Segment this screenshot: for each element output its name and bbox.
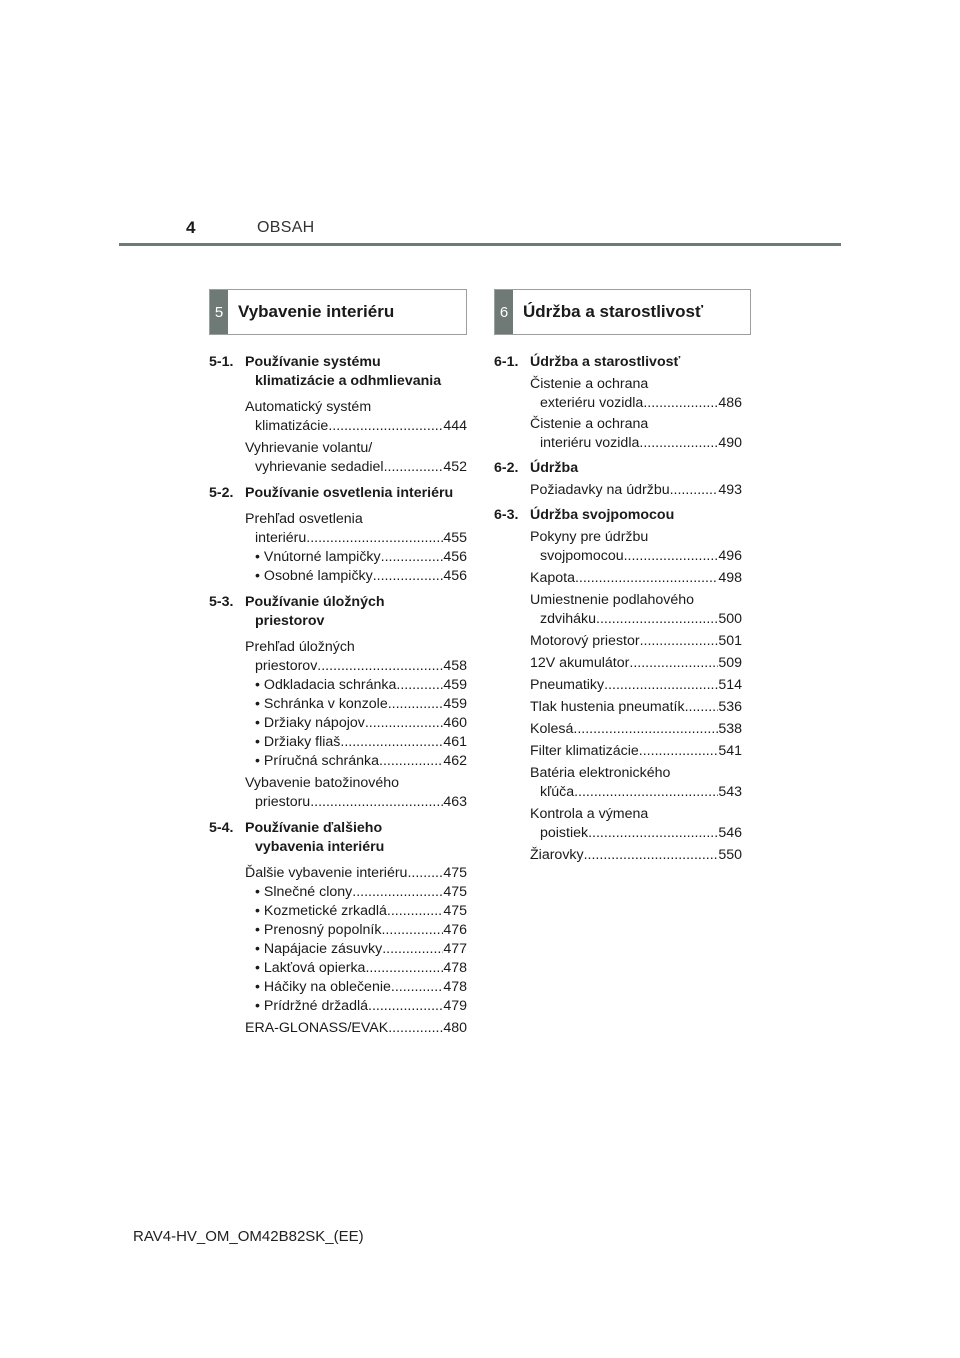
toc-subsection-6-3[interactable] <box>494 506 742 525</box>
bullet-title: • Schránka v konzole <box>255 696 388 712</box>
subsection-title: Údržba a starostlivosť <box>530 354 681 370</box>
bullet-title: • Vnútorné lampičky <box>255 549 381 565</box>
entry-title: Filter klimatizácie <box>530 743 639 759</box>
section-label-6: Údržba a starostlivosť <box>523 302 704 321</box>
subsection-number: 6-2. <box>494 460 519 476</box>
toc-entry[interactable] <box>245 398 467 436</box>
subsection-title: Používanie systému <box>245 354 381 370</box>
bullet-title: • Držiaky fliaš <box>255 734 341 750</box>
entry-title: ERA-GLONASS/EVAK <box>245 1020 389 1036</box>
toc-subsection-6-1[interactable] <box>494 353 742 372</box>
toc-subsection-5-1[interactable] <box>209 353 467 391</box>
subsection-number: 6-3. <box>494 507 519 523</box>
entry-page: 538 <box>718 721 742 737</box>
entry-title: Prehľad úložných <box>245 639 355 655</box>
toc-subsection-5-4[interactable] <box>209 819 467 857</box>
entry-page: 509 <box>718 655 742 671</box>
entry-title: Vybavenie batožinového <box>245 775 400 791</box>
section-tab-6: 6 <box>495 290 513 334</box>
entry-page: 546 <box>718 825 742 841</box>
section-label-5: Vybavenie interiéru <box>238 302 395 321</box>
entry-page: 541 <box>718 743 742 759</box>
toc-bullet[interactable] <box>245 714 467 733</box>
bullet-page: 459 <box>443 677 467 693</box>
entry-title-cont: interiéru vozidla <box>540 435 640 451</box>
entry-page: 463 <box>443 794 467 810</box>
subsection-title-cont: vybavenia interiéru <box>255 839 385 855</box>
entry-title: Motorový priestor <box>530 633 640 649</box>
entry-title-cont: priestoru <box>255 794 311 810</box>
subsection-number: 5-3. <box>209 594 234 610</box>
toc-bullet[interactable] <box>245 733 467 752</box>
header-rule <box>119 243 841 246</box>
entry-title-cont: zdviháku <box>540 611 596 627</box>
entry-page: 501 <box>718 633 742 649</box>
entry-page: 543 <box>718 784 742 800</box>
bullet-page: 459 <box>443 696 467 712</box>
bullet-title: • Odkladacia schránka <box>255 677 397 693</box>
entry-title: 12V akumulátor <box>530 655 630 671</box>
entry-page: 444 <box>443 418 467 434</box>
entry-page: 498 <box>718 570 742 586</box>
bullet-title: • Držiaky nápojov <box>255 715 365 731</box>
subsection-number: 5-2. <box>209 485 234 501</box>
bullet-page: 477 <box>443 941 467 957</box>
entry-title-cont: interiéru <box>255 530 307 546</box>
bullet-title: • Lakťová opierka <box>255 960 366 976</box>
toc-entry[interactable] <box>245 864 467 883</box>
bullet-title: • Kozmetické zrkadlá <box>255 903 387 919</box>
bullet-page: 478 <box>443 960 467 976</box>
bullet-page: 479 <box>443 998 467 1014</box>
toc-bullet[interactable] <box>245 959 467 978</box>
entry-title: Požiadavky na údržbu <box>530 482 670 498</box>
entry-title-cont: exteriéru vozidla <box>540 395 644 411</box>
entry-title: Umiestnenie podlahového <box>530 592 695 608</box>
entry-page: 493 <box>718 482 742 498</box>
toc-entry[interactable] <box>245 1019 467 1038</box>
toc-entry[interactable] <box>530 846 742 865</box>
entry-title: Žiarovky <box>530 847 584 863</box>
entry-title-cont: kľúča <box>540 784 575 800</box>
entry-title-cont: priestorov <box>255 658 318 674</box>
entry-title: Kolesá <box>530 721 574 737</box>
toc-bullet[interactable] <box>245 752 467 771</box>
section-tab-5: 5 <box>210 290 228 334</box>
toc-entry[interactable] <box>530 375 742 413</box>
page-number: 4 <box>186 218 196 237</box>
subsection-number: 6-1. <box>494 354 519 370</box>
entry-title-cont: svojpomocou <box>540 548 624 564</box>
section-header-5[interactable] <box>209 289 467 335</box>
bullet-page: 476 <box>443 922 467 938</box>
toc-bullet[interactable] <box>245 695 467 714</box>
toc-entry[interactable] <box>245 638 467 676</box>
entry-page: 550 <box>718 847 742 863</box>
page-title: OBSAH <box>257 219 315 236</box>
toc-subsection-5-2[interactable] <box>209 484 467 503</box>
entry-title: Prehľad osvetlenia <box>245 511 363 527</box>
toc-entry[interactable] <box>530 676 742 695</box>
subsection-number: 5-1. <box>209 354 234 370</box>
entry-title: Čistenie a ochrana <box>530 376 649 392</box>
entry-title: Vyhrievanie volantu/ <box>245 440 373 456</box>
toc-entry[interactable] <box>530 805 742 843</box>
entry-page: 486 <box>718 395 742 411</box>
bullet-title: • Prenosný popolník <box>255 922 382 938</box>
entry-page: 500 <box>718 611 742 627</box>
entry-title: Batéria elektronického <box>530 765 671 781</box>
entry-title: Kapota <box>530 570 575 586</box>
subsection-title: Údržba svojpomocou <box>530 507 675 523</box>
toc-subsection-6-2[interactable] <box>494 459 742 478</box>
section-header-6[interactable] <box>494 289 751 335</box>
toc-column-left <box>209 347 467 1038</box>
entry-page: 480 <box>443 1020 467 1036</box>
entry-page: 455 <box>443 530 467 546</box>
entry-title: Pneumatiky <box>530 677 605 693</box>
toc-entry[interactable] <box>530 764 742 802</box>
toc-bullet[interactable] <box>245 940 467 959</box>
toc-entry[interactable] <box>530 481 742 500</box>
bullet-title: • Osobné lampičky <box>255 568 373 584</box>
entry-page: 490 <box>718 435 742 451</box>
toc-subsection-5-3[interactable] <box>209 593 467 631</box>
subsection-number: 5-4. <box>209 820 234 836</box>
entry-page: 496 <box>718 548 742 564</box>
entry-title: Čistenie a ochrana <box>530 416 649 432</box>
entry-title-cont: klimatizácie <box>255 418 329 434</box>
toc-bullet[interactable] <box>245 548 467 567</box>
toc-bullet[interactable] <box>245 883 467 902</box>
entry-title: Tlak hustenia pneumatík <box>530 699 685 715</box>
bullet-page: 478 <box>443 979 467 995</box>
bullet-title: • Háčiky na oblečenie <box>255 979 391 995</box>
entry-page: 458 <box>443 658 467 674</box>
bullet-title: • Slnečné clony <box>255 884 353 900</box>
subsection-title: Používanie ďalšieho <box>245 820 383 836</box>
toc-entry[interactable] <box>530 720 742 739</box>
bullet-page: 475 <box>443 903 467 919</box>
toc-entry[interactable] <box>530 528 742 566</box>
bullet-page: 460 <box>443 715 467 731</box>
entry-title: Pokyny pre údržbu <box>530 529 649 545</box>
entry-title: Automatický systém <box>245 399 372 415</box>
bullet-page: 462 <box>443 753 467 769</box>
entry-page: 475 <box>443 865 467 881</box>
toc-bullet[interactable] <box>245 567 467 586</box>
entry-title-cont: vyhrievanie sedadiel <box>255 459 384 475</box>
bullet-page: 456 <box>443 568 467 584</box>
subsection-title: Používanie úložných <box>245 594 385 610</box>
subsection-title: Údržba <box>530 460 579 476</box>
toc-entry[interactable] <box>530 415 742 453</box>
bullet-page: 475 <box>443 884 467 900</box>
entry-title: Kontrola a výmena <box>530 806 649 822</box>
toc-entry[interactable] <box>530 591 742 629</box>
toc-column-right <box>494 347 742 865</box>
toc-entry[interactable] <box>530 632 742 651</box>
toc-bullet[interactable] <box>245 921 467 940</box>
toc-entry[interactable] <box>245 439 467 477</box>
entry-page: 452 <box>443 459 467 475</box>
subsection-title-cont: klimatizácie a odhmlievania <box>255 373 442 389</box>
toc-bullet[interactable] <box>245 676 467 695</box>
toc-entry[interactable] <box>245 774 467 812</box>
toc-bullet[interactable] <box>245 978 467 997</box>
toc-entry[interactable] <box>530 654 742 673</box>
entry-page: 536 <box>718 699 742 715</box>
subsection-title: Používanie osvetlenia interiéru <box>245 485 454 501</box>
entry-title: Ďalšie vybavenie interiéru <box>245 865 408 881</box>
subsection-title-cont: priestorov <box>255 613 325 629</box>
toc-entry[interactable] <box>530 698 742 717</box>
bullet-page: 456 <box>443 549 467 565</box>
toc-entry[interactable] <box>530 742 742 761</box>
document-code: RAV4-HV_OM_OM42B82SK_(EE) <box>133 1228 364 1245</box>
bullet-page: 461 <box>443 734 467 750</box>
entry-title-cont: poistiek <box>540 825 589 841</box>
bullet-title: • Napájacie zásuvky <box>255 941 383 957</box>
bullet-title: • Príručná schránka <box>255 753 380 769</box>
bullet-title: • Prídržné držadlá <box>255 998 369 1014</box>
entry-page: 514 <box>718 677 742 693</box>
toc-entry[interactable] <box>530 569 742 588</box>
toc-entry[interactable] <box>245 510 467 548</box>
toc-bullet[interactable] <box>245 997 467 1016</box>
toc-bullet[interactable] <box>245 902 467 921</box>
